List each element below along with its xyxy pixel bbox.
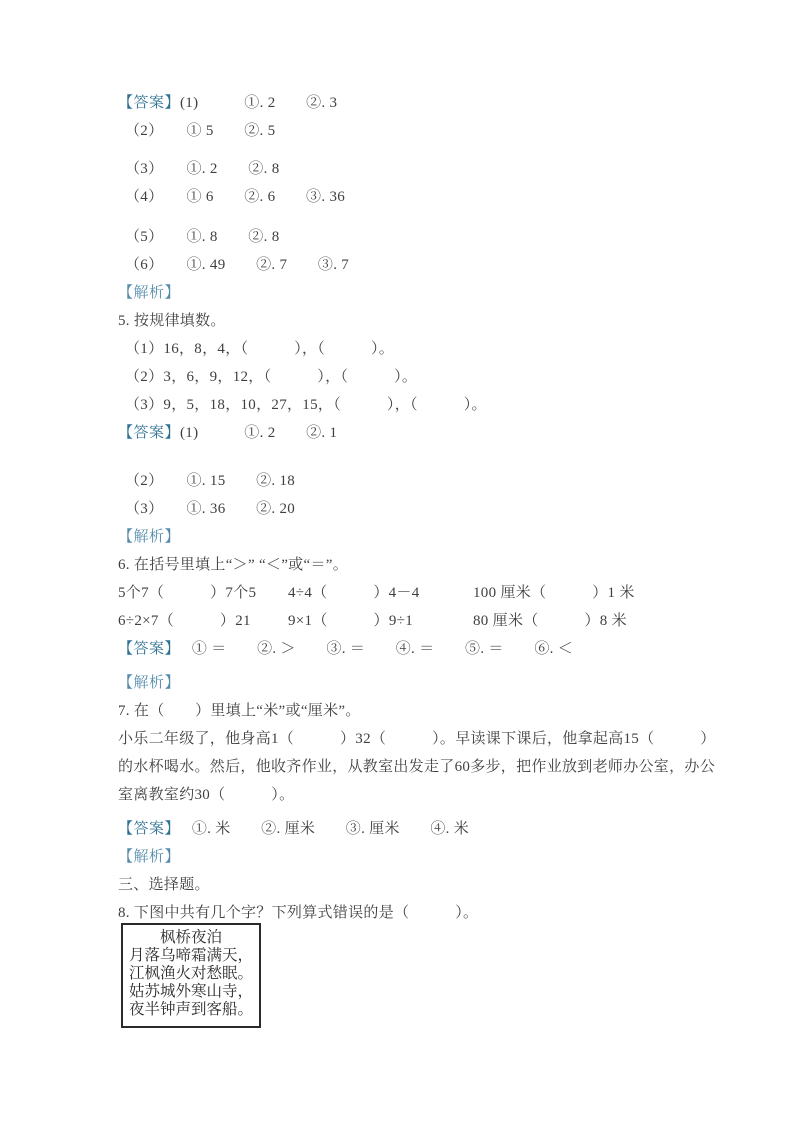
analysis-label: 【解析】 [118, 285, 181, 301]
q4-answer-line-1 [118, 89, 753, 117]
q6-answer-line [118, 635, 753, 663]
q4-answer-text-2: （2） ① 5 ②. 5 [125, 123, 276, 139]
answer-label: 【答案】 [118, 95, 181, 111]
q5-item-2-text: （2）3，6，9，12，（ ），（ ）。 [125, 369, 418, 385]
q4-answer-line-5 [118, 223, 753, 251]
q5-answer-text-1: (1) ①. 2 ②. 1 [180, 425, 338, 441]
q7-answer-gap [173, 821, 192, 837]
q5-analysis-line [118, 523, 753, 551]
q5-item-2 [118, 363, 753, 391]
q5-answer-line-1 [118, 419, 753, 447]
q7-answer-text: ①. 米 ②. 厘米 ③. 厘米 ④. 米 [191, 821, 470, 837]
q6-answer-text: ① ＝ ②. ＞ ③. ＝ ④. ＝ ⑤. ＝ ⑥. ＜ [191, 641, 574, 657]
q8-title-text: 8. 下图中共有几个字？下列算式错误的是（ ）。 [118, 905, 479, 921]
q5-title-text: 5. 按规律填数。 [118, 313, 226, 329]
q4-analysis-line [118, 279, 753, 307]
q6-title-text: 6. 在括号里填上“＞” “＜”或“＝”。 [118, 557, 348, 573]
q4-answer-line-4 [118, 183, 753, 211]
q5-answer-line-3 [118, 495, 753, 523]
q7-paragraph-3-text: 室离教室约30（ ）。 [118, 787, 295, 803]
q7-analysis-line [118, 843, 753, 871]
q4-answer-text-3: （3） ①. 2 ②. 8 [125, 161, 280, 177]
q4-answer-line-3 [118, 155, 753, 183]
q4-answer-text-4: （4） ① 6 ②. 6 ③. 36 [125, 189, 346, 205]
q8-title [118, 899, 753, 927]
q5-item-3-text: （3）9，5，18，10，27，15，（ ），（ ）。 [125, 397, 487, 413]
q6-title [118, 551, 753, 579]
q7-title [118, 697, 753, 725]
analysis-label: 【解析】 [118, 849, 181, 865]
analysis-label: 【解析】 [118, 529, 181, 545]
q4-answer-text-6: （6） ①. 49 ②. 7 ③. 7 [125, 257, 350, 273]
poem-title: 枫桥夜泊 [159, 929, 222, 946]
q6-r2-cell-2: 9×1（ ）9÷1 [288, 613, 413, 629]
q4-answer-line-6 [118, 251, 753, 279]
q6-r1-cell-3: 100 厘米（ ）1 米 [473, 585, 635, 601]
q7-paragraph-1 [118, 725, 753, 753]
poem-line-4: 夜半钟声到客船。 [128, 1001, 253, 1018]
q7-answer-line [118, 815, 753, 843]
q5-answer-line-2 [118, 467, 753, 495]
q7-title-text: 7. 在（ ）里填上“米”或“厘米”。 [118, 703, 361, 719]
q4-answer-text-1: (1) ①. 2 ②. 3 [180, 95, 338, 111]
section-3-title-text: 三、选择题。 [118, 877, 210, 893]
q5-title [118, 307, 753, 335]
q5-item-1-text: （1）16，8，4，（ ），（ ）。 [125, 341, 395, 357]
q7-paragraph-2 [118, 753, 753, 781]
answer-label: 【答案】 [118, 821, 173, 837]
q7-paragraph-3 [118, 781, 753, 809]
q4-answer-text-5: （5） ①. 8 ②. 8 [125, 229, 280, 245]
q6-r1-cell-2: 4÷4（ ）4－4 [288, 585, 420, 601]
q5-answer-text-2: （2） ①. 15 ②. 18 [125, 473, 296, 489]
q7-paragraph-1-text: 小乐二年级了，他身高1（ ）32（ ）。早读课下课后，他拿起高15（ ） [118, 731, 716, 747]
q5-item-1 [118, 335, 753, 363]
q6-r2-cell-3: 80 厘米（ ）8 米 [473, 613, 627, 629]
answer-label: 【答案】 [118, 425, 181, 441]
poem-line-3: 姑苏城外寒山寺， [128, 983, 253, 1000]
poem-line-1: 月落乌啼霜满天， [128, 947, 253, 964]
q7-paragraph-2-text: 的水杯喝水。然后，他收齐作业，从教室出发走了60多步，把作业放到老师办公室，办公 [118, 759, 716, 775]
q6-row-2 [118, 607, 753, 635]
q6-row-1 [118, 579, 753, 607]
poem-figure [121, 923, 261, 1028]
analysis-label: 【解析】 [118, 675, 181, 691]
q6-r1-cell-1: 5个7（ ）7个5 [118, 585, 257, 601]
q5-item-3 [118, 391, 753, 419]
q6-analysis-line [118, 669, 753, 697]
q5-answer-text-3: （3） ①. 36 ②. 20 [125, 501, 296, 517]
poem-line-2: 江枫渔火对愁眠。 [128, 965, 253, 982]
q4-answer-line-2 [118, 117, 753, 145]
q6-answer-gap [173, 641, 192, 657]
section-3-title [118, 871, 753, 899]
q6-r2-cell-1: 6÷2×7（ ）21 [118, 613, 251, 629]
answer-label: 【答案】 [118, 641, 173, 657]
